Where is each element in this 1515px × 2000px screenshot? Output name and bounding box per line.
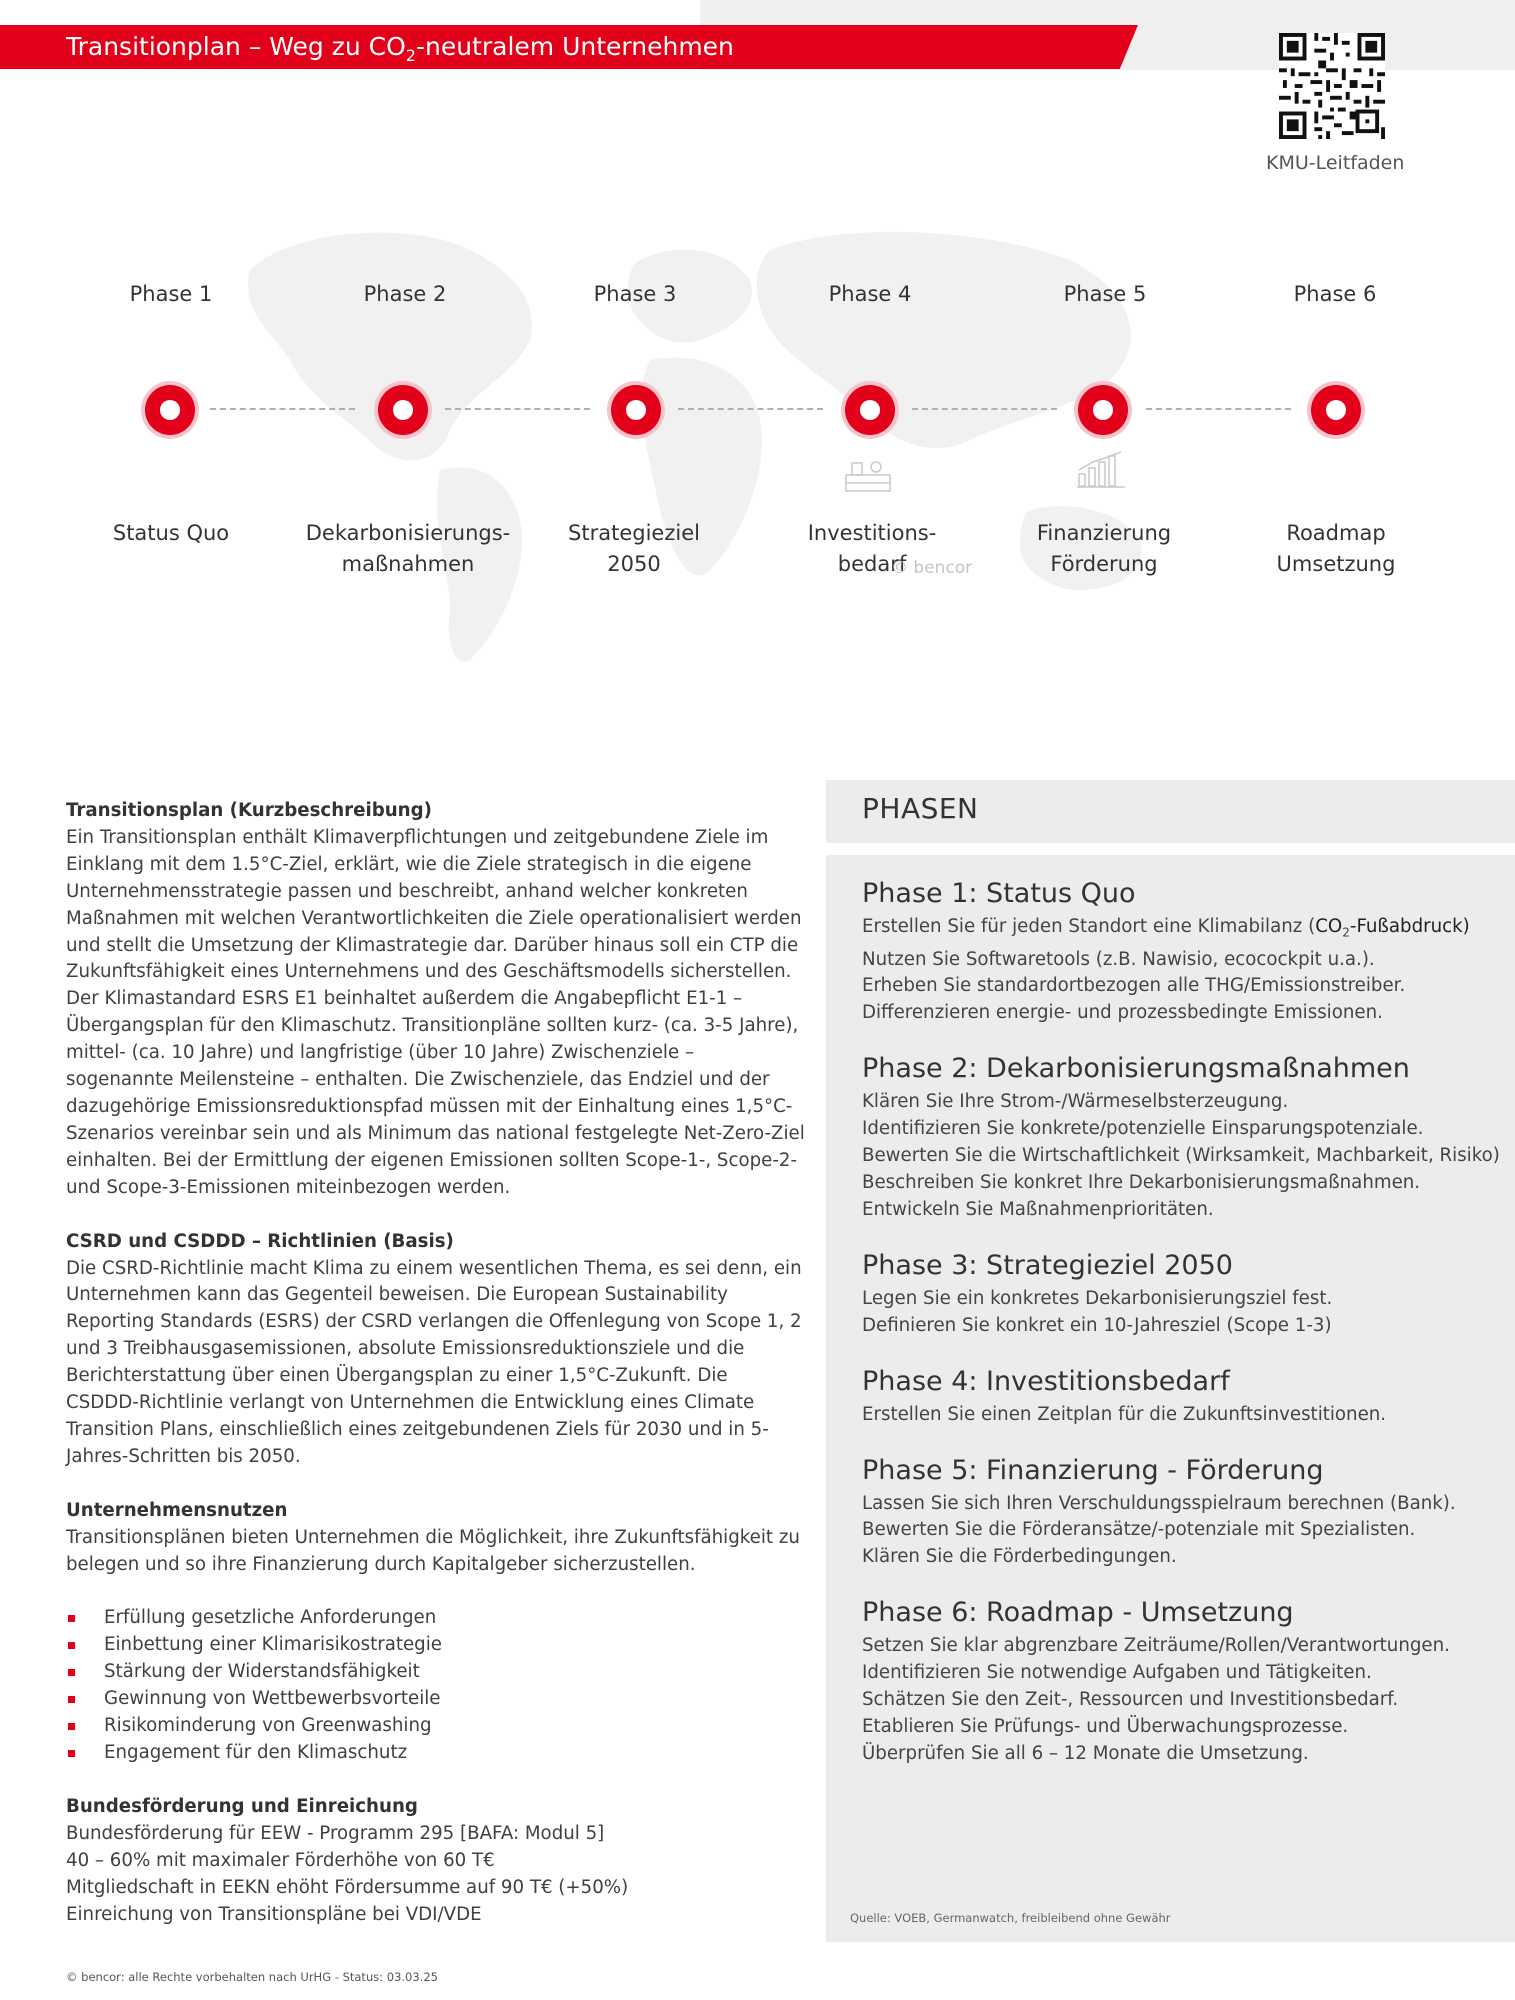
section-title-nutzen: Unternehmensnutzen [66,1499,288,1521]
phasen-title: PHASEN [862,792,979,825]
timeline-node-4[interactable] [845,385,895,435]
timeline-phase-5-name [984,518,1224,580]
phase-block-3 [862,1247,1502,1340]
phase-4-title: Phase 4: Investitionsbedarf [862,1365,1230,1397]
phase-6-name-line-2: Umsetzung [1276,552,1396,576]
timeline-phase-4-label: Phase 4 [828,282,912,306]
list-item-text: Engagement für den Klimaschutz [104,1742,408,1763]
phase-3-name-line-1: Strategieziel [568,521,700,545]
phase-3-line: Definieren Sie konkret ein 10-Jahresziel (Scope 1-3) [862,1314,1332,1336]
timeline-connector [445,408,590,410]
co2-text: CO [1315,916,1343,937]
phase-5-name-line-2: Förderung [1050,552,1158,576]
list-item [66,1686,806,1713]
timeline-connector [210,408,355,410]
bullet-square-icon [68,1750,75,1757]
timeline-node-2[interactable] [378,385,428,435]
co2-suffix: -Fußabdruck) [1349,916,1470,937]
phase-2-line: Beschreiben Sie konkret Ihre Dekarbonisierungsmaßnahmen. [862,1171,1421,1193]
qr-code-icon[interactable] [1278,33,1386,139]
phase-5-line: Bewerten Sie die Förderansätze/-potenziale mit Spezialisten. [862,1519,1416,1541]
phase-3-title: Phase 3: Strategieziel 2050 [862,1249,1233,1281]
section-text-csrd: Die CSRD-Richtlinie macht Klima zu einem wesentlichen Thema, es sei denn, ein Unternehmen kann das Gegenteil beweisen. Die European Sustainability Reporting Standards (ESRS) der CSRD verlangen die Offenlegung von Scope 1, 2 und 3 Treibhausgasemissionen, absolute Emissionsreduktionsziele und die Berichterstattung über einen Übergangsplan zu einer 1,5°C-Zukunft. Die CSDDD-Richtlinie verlangt von Unternehmen die Entwicklung eines Climate Transition Plans, einschließlich eines zeitgebundenen Ziels für 2030 und in 5-Jahres-Schritten bis 2050. [66,1257,802,1467]
timeline-phase-6-name [1216,518,1456,580]
section-text-nutzen: Transitionsplänen bieten Unternehmen die Möglichkeit, ihre Zukunftsfähigkeit zu belegen und so ihre Finanzierung durch Kapitalgeber sicherzustellen. [66,1526,800,1575]
qr-label: KMU-Leitfaden [1266,152,1405,174]
left-column [66,798,806,1928]
section-title-transitionsplan: Transitionsplan (Kurzbeschreibung) [66,800,432,821]
title-text-1: Transitionplan – Weg zu CO [66,32,406,61]
phase-5-line: Klären Sie die Förderbedingungen. [862,1546,1177,1568]
phase-5-line: Lassen Sie sich Ihren Verschuldungsspielraum berechnen (Bank). [862,1492,1456,1514]
phase-6-title: Phase 6: Roadmap - Umsetzung [862,1597,1294,1629]
phase-2-line: Klären Sie Ihre Strom-/Wärmeselbsterzeugung. [862,1091,1289,1113]
timeline-node-1[interactable] [145,385,195,435]
foerderung-line: Bundesförderung für EEW - Programm 295 [BAFA: Modul 5] [66,1822,605,1844]
financing-chart-icon [1075,450,1127,490]
source-note: Quelle: VOEB, Germanwatch, freibleibend ohne Gewähr [850,1911,1171,1925]
world-map-background [210,210,1210,670]
section-title-csrd: CSRD und CSDDD – Richtlinien (Basis) [66,1230,454,1252]
phase-1-line: Nutzen Sie Softwaretools (z.B. Nawisio, ecocockpit u.a.). [862,948,1375,970]
bullet-square-icon [68,1642,75,1649]
phase-2-title: Phase 2: Dekarbonisierungsmaßnahmen [862,1053,1410,1085]
list-item-text: Stärkung der Widerstandsfähigkeit [104,1661,420,1683]
timeline-phase-3-label: Phase 3 [593,282,677,306]
list-item-text: Risikominderung von Greenwashing [104,1715,432,1737]
list-item [66,1632,806,1659]
title-text-2: -neutralem Unternehmen [415,32,734,61]
section-title-foerderung: Bundesförderung und Einreichung [66,1795,418,1817]
list-item [66,1605,806,1632]
phase-block-6 [862,1594,1502,1768]
co2-subscript: 2 [1342,925,1350,940]
list-item-text: Einbettung einer Klimarisikostrategie [104,1634,442,1656]
phase-1-line: Differenzieren energie- und prozessbedingte Emissionen. [862,1002,1383,1024]
phase-block-1 [862,875,1502,1027]
timeline-phase-2-name [288,518,528,580]
list-item [66,1713,806,1740]
phase-block-5 [862,1452,1502,1572]
phase-6-line: Identifizieren Sie notwendige Aufgaben und Tätigkeiten. [862,1662,1372,1684]
title-subscript: 2 [405,46,416,65]
section-text-transitionsplan: Ein Transitionsplan enthält Klimaverpflichtungen und zeitgebundene Ziele im Einklang mit dem 1.5°C-Ziel, erklärt, wie die Ziele strategisch in die eigene Unternehmensstrategie passen und beschreibt, anhand welcher konkreten Maßnahmen mit welchen Verantwortlichkeiten die Ziele operationalisiert werden und stellt die Umsetzung der Klimastrategie dar. Darüber hinaus soll ein CTP die Zukunftsfähigkeit eines Unternehmens und des Geschäftsmodells sicherstellen. Der Klimastandard ESRS E1 beinhaltet außerdem die Angabepflicht E1-1 – Übergangsplan für den Klimaschutz. Transitionpläne sollten kurz- (ca. 3-5 Jahre), mittel- (ca. 10 Jahre) und langfristige (über 10 Jahre) Zwischenziele – sogenannte Meilensteine – enthalten. Die Zwischenziele, das Endziel und der dazugehörige Emissionsreduktionspfad müssen mit der Einhaltung eines 1,5°C-Szenarios vereinbar sein und als Minimum das national festgelegte Net-Zero-Ziel einhalten. Bei der Ermittlung der eigenen Emissionen sollten Scope-1-, Scope-2- und Scope-3-Emissionen miteinbezogen werden. [66,826,805,1198]
phase-1-line-text: Erstellen Sie für jeden Standort eine Klimabilanz ( [862,916,1316,937]
phase-6-line: Schätzen Sie den Zeit-, Ressourcen und Investitionsbedarf. [862,1689,1399,1711]
phase-2-name-line-2: maßnahmen [341,552,475,576]
phase-block-2 [862,1050,1502,1224]
timeline-copyright: © bencor [891,558,973,578]
bullet-square-icon [68,1615,75,1622]
phase-1-line: Erheben Sie standardortbezogen alle THG/Emissionstreiber. [862,975,1406,997]
footer-copyright: © bencor: alle Rechte vorbehalten nach UrHG - Status: 03.03.25 [66,1970,438,1984]
timeline-phase-1-name [51,518,291,549]
phase-5-name-line-1: Finanzierung [1036,521,1172,545]
phase-6-line: Etablieren Sie Prüfungs- und Überwachungsprozesse. [862,1715,1349,1737]
phase-2-line: Bewerten Sie die Wirtschaftlichkeit (Wirksamkeit, Machbarkeit, Risiko) [862,1145,1500,1167]
phase-5-title: Phase 5: Finanzierung - Förderung [862,1454,1324,1486]
list-item-text: Erfüllung gesetzliche Anforderungen [104,1607,437,1629]
phase-4-line: Erstellen Sie einen Zeitplan für die Zukunftsinvestitionen. [862,1403,1387,1425]
timeline-connector [678,408,823,410]
phase-1-line [862,914,1502,947]
timeline-connector [1146,408,1291,410]
foerderung-line: Mitgliedschaft in EEKN ehöht Fördersumme auf 90 T€ (+50%) [66,1876,629,1898]
timeline-phase-1-label: Phase 1 [129,282,213,306]
bullet-square-icon [68,1669,75,1676]
timeline-phase-5-label: Phase 5 [1063,282,1147,306]
phase-4-name-line-2: bedarf [837,552,907,576]
timeline-phase-3-name [514,518,754,580]
timeline-phase-2-label: Phase 2 [363,282,447,306]
phase-6-line: Setzen Sie klar abgrenzbare Zeiträume/Rollen/Verantwortungen. [862,1635,1450,1657]
phase-4-name-line-1: Investitions- [807,521,937,545]
phase-3-name-line-2: 2050 [607,552,661,576]
timeline-node-6[interactable] [1311,385,1361,435]
phase-2-line: Entwickeln Sie Maßnahmenprioritäten. [862,1198,1214,1220]
list-item-text: Gewinnung von Wettbewerbsvorteile [104,1688,441,1710]
investment-icon [842,455,894,495]
timeline-node-3[interactable] [611,385,661,435]
phase-block-4 [862,1363,1502,1429]
phase-1-title: Phase 1: Status Quo [862,878,1136,909]
phase-1-name-line: Status Quo [112,521,230,545]
bullet-square-icon [68,1723,75,1730]
bullet-square-icon [68,1696,75,1703]
phase-6-line: Überprüfen Sie all 6 – 12 Monate die Umsetzung. [862,1742,1309,1764]
benefits-list [66,1605,806,1766]
timeline-connector [912,408,1057,410]
phase-2-line: Identifizieren Sie konkrete/potenzielle Einsparungspotenziale. [862,1118,1424,1140]
phase-6-name-line-1: Roadmap [1286,521,1386,545]
foerderung-line: Einreichung von Transitionspläne bei VDI/VDE [66,1903,482,1925]
phase-2-name-line-1: Dekarbonisierungs- [305,521,511,545]
list-item [66,1740,806,1767]
page-title [66,29,734,74]
timeline-phase-6-label: Phase 6 [1293,282,1377,306]
timeline-node-5[interactable] [1078,385,1128,435]
foerderung-line: 40 – 60% mit maximaler Förderhöhe von 60 T€ [66,1849,495,1871]
list-item [66,1659,806,1686]
phasen-list [862,875,1502,1791]
phase-3-line: Legen Sie ein konkretes Dekarbonisierungsziel fest. [862,1287,1333,1309]
